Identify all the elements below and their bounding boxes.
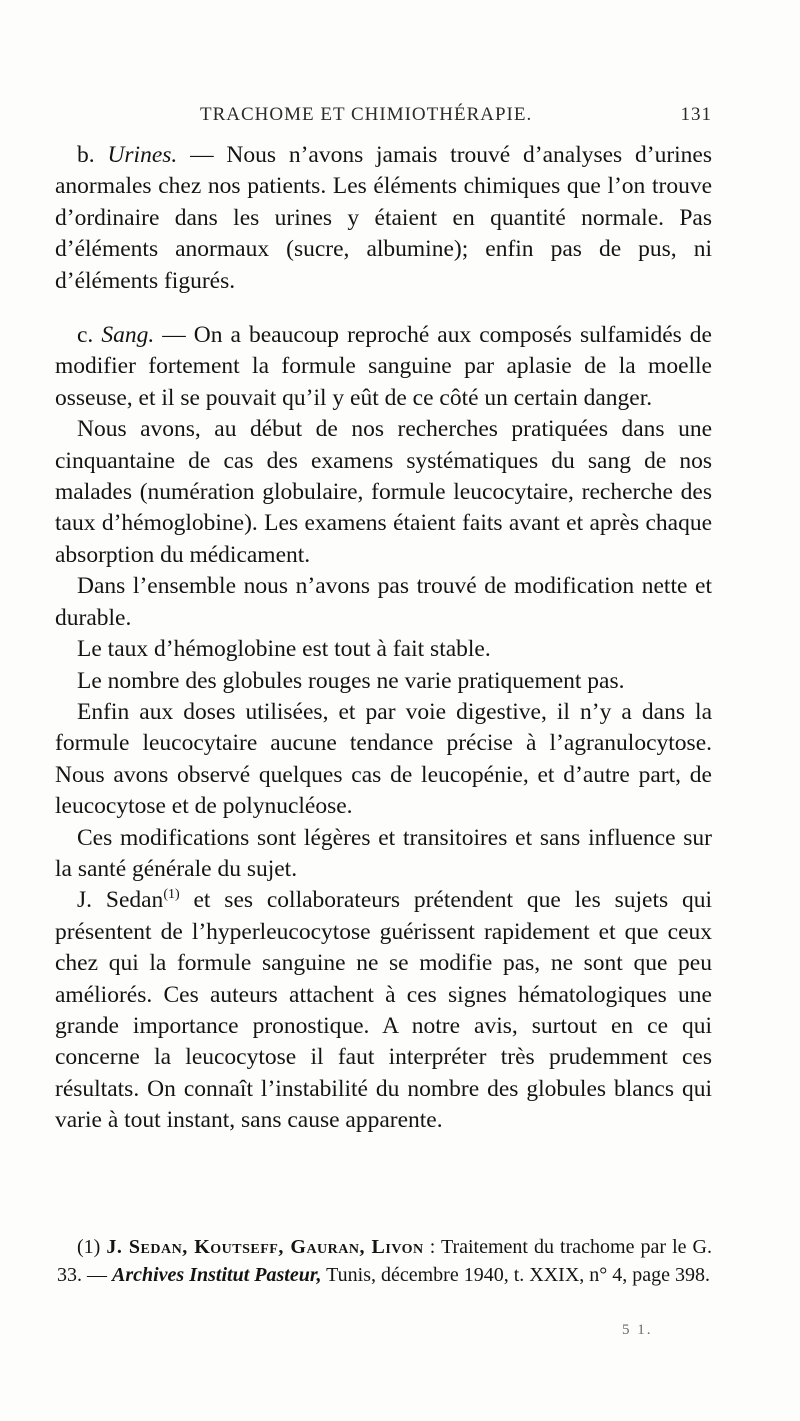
- paragraph: Nous avons, au début de nos recherches pratiquées dans une cinquantaine de cas des examens systématiques du sang de nos malades (numération globulaire, formule leucocytaire, recherche des taux d’hémoglobine). Les examens étaient faits avant et après chaque absorption du médicament.: [55, 416, 712, 568]
- signature-mark: 5 1.: [622, 1322, 653, 1338]
- section-text-sang: — On a beaucoup reproché aux composés sulfamidés de modifier fortement la formule sanguine par aplasie de la moelle osseuse, et il se pouvait qu’il y eût de ce côté un certain danger.: [55, 322, 712, 411]
- footnote-text: [57, 1234, 712, 1289]
- paragraph: Le taux d’hémoglobine est tout à fait stable.: [77, 636, 491, 663]
- section-heading-urines: Urines.: [107, 142, 178, 168]
- footnote-journal: Archives Institut Pasteur,: [112, 1263, 322, 1286]
- section-label: c.: [77, 322, 102, 349]
- paragraph-sedan: [55, 885, 712, 1136]
- footnote: [57, 1234, 712, 1289]
- footnote-separator: :: [423, 1236, 441, 1258]
- page-number: 131: [680, 104, 712, 125]
- section-text-urines: — Nous n’avons jamais trouvé d’analyses d’urines anormales chez nos patients. Les éléments chimiques que l’on trouve d’ordinaire dans les urines y étaient en quantité normale. Pas d’éléments anormaux (sucre, albumine); enfin pas de pus, ni d’éléments figurés.: [55, 142, 713, 294]
- footnote-authors: J. Sedan, Koutseff, Gauran, Livon: [106, 1236, 424, 1258]
- footnote-details: Tunis, décembre 1940, t. XXIX, n° 4, page 398.: [321, 1263, 711, 1286]
- body-text: [55, 140, 712, 1137]
- paragraph: Enfin aux doses utilisées, et par voie digestive, il n’y a dans la formule leucocytaire aucune tendance précise à l’agranulocytose. Nous avons observé quelques cas de leucopénie, et d’autre part, de leucocytose et de polynucléose.: [55, 698, 712, 820]
- footnote-dash: —: [82, 1263, 112, 1286]
- section-label: b.: [77, 142, 108, 168]
- section-heading-sang: Sang.: [101, 322, 155, 349]
- footnote-reference: (1): [163, 887, 180, 903]
- paragraph: Dans l’ensemble nous n’avons pas trouvé de modification nette et durable.: [55, 573, 712, 631]
- sedan-text: et ses collaborateurs prétendent que les sujets qui présentent de l’hyperleucocytose guérissent rapidement et que ceux chez qui la formule sanguine ne se modifie pas, ne sont que peu améliorés. Ces auteurs attachent à ces signes hématologiques une grande importance pronostique. A notre avis, surtout en ce qui concerne la leucocytose il faut interpréter très prudemment ces résultats. On connaît l’instabilité du nombre des globules blancs qui varie à tout instant, sans cause apparente.: [55, 887, 713, 1134]
- running-head: [200, 104, 712, 134]
- sedan-name: J. Sedan: [77, 887, 164, 914]
- running-title: TRACHOME ET CHIMIOTHÉRAPIE.: [200, 104, 533, 125]
- paragraph: Le nombre des globules rouges ne varie pratiquement pas.: [77, 667, 625, 694]
- paragraph: Ces modifications sont légères et transitoires et sans influence sur la santé générale du sujet.: [55, 824, 712, 882]
- section-urines: [55, 140, 712, 297]
- footnote-marker: (1): [77, 1236, 107, 1258]
- section-sang: [55, 320, 712, 414]
- footnote-title: Traitement du trachome par le G. 33.: [57, 1236, 712, 1286]
